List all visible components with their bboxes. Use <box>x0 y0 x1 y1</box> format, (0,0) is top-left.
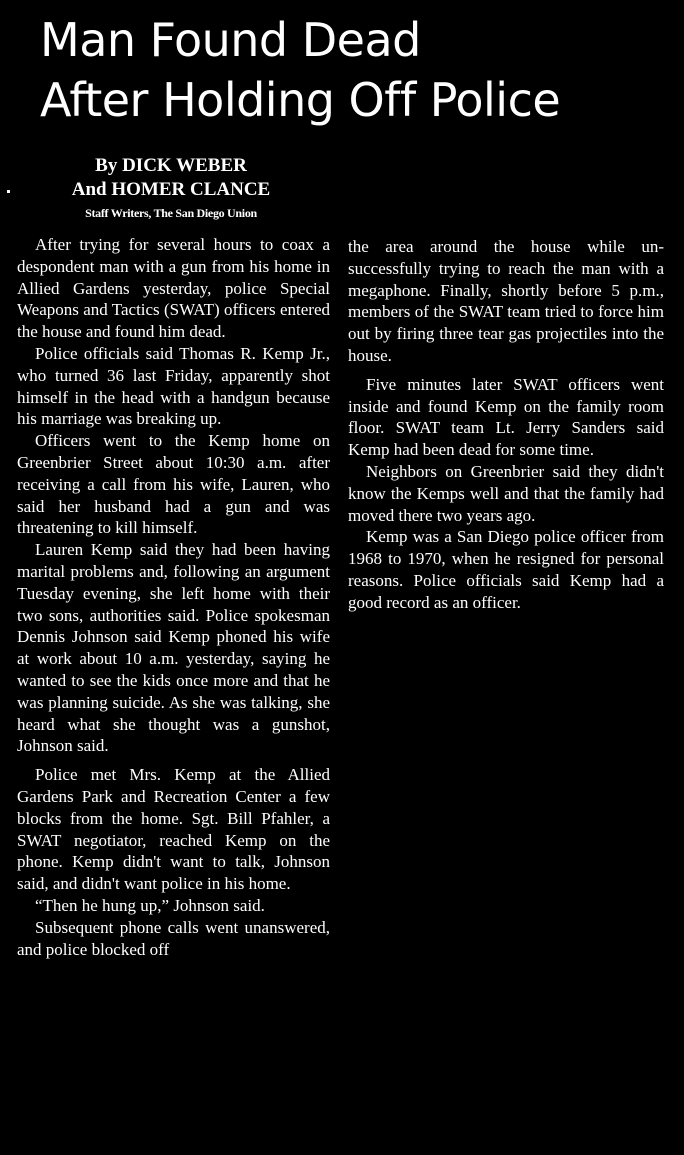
paragraph: Police met Mrs. Kemp at the Allied Gardens Park and Recreation Center a few blocks from the home. Sgt. Bill Pfahler, a SWAT negotiator, reached Kemp on the phone. Kemp didn't want to talk, Johnson said, and didn't want police in his home. <box>17 765 330 894</box>
paragraph: Officers went to the Kemp home on Greenbrier Street about 10:30 a.m. after receiving a call from his wife, Lauren, who said her husband had a gun and was threatening to kill himself. <box>17 431 330 538</box>
headline-line-2: After Holding Off Police <box>40 73 561 127</box>
paragraph: Lauren Kemp said they had been having marital problems and, following an argument Tuesday evening, she left home with their two sons, authorities said. Police spokesman Dennis Johnson said Kemp phoned his wife at work about 10 a.m. yesterday, saying he wanted to see the kids once more and that he was planning suicide. As she was talking, she heard what she thought was a gunshot, Johnson said. <box>17 540 330 756</box>
paragraph: Subsequent phone calls went unanswered, and police blocked off <box>17 917 330 959</box>
headline-line-1: Man Found Dead <box>40 13 421 67</box>
paragraph: After trying for several hours to coax a despondent man with a gun from his home in Allied Gardens yesterday, police Special Weapons and Tactics (SWAT) officers entered the house and found him dead. <box>17 235 330 342</box>
byline-author-1: By DICK WEBER <box>95 155 247 176</box>
paragraph: “Then he hung up,” Johnson said. <box>35 895 265 915</box>
paragraph: Neighbors on Greenbrier said they didn't know the Kemps well and that the family had moved there two years ago. <box>348 461 664 525</box>
paragraph: Police officials said Thomas R. Kemp Jr., who turned 36 last Friday, apparently shot himself in the head with a handgun because his marriage was breaking up. <box>17 343 330 429</box>
paragraph: the area around the house while unsuccessfully trying to reach the man with a megaphone. Finally, shortly before 5 p.m., members of the SWAT team tried to force him out by firing three tear gas projectiles into the house. <box>348 237 664 365</box>
byline-affiliation: Staff Writers, The San Diego Union <box>85 206 257 220</box>
article-column-left <box>17 234 330 960</box>
byline-author-2: And HOMER CLANCE <box>71 179 271 200</box>
headline <box>40 10 670 130</box>
paragraph: Five minutes later SWAT officers went inside and found Kemp on the family room floor. SWAT team Lt. Jerry Sanders said Kemp had been dead for some time. <box>348 374 664 460</box>
paragraph: Kemp was a San Diego police officer from 1968 to 1970, when he resigned for personal reasons. Police officials said Kemp had a good record as an officer. <box>348 527 664 612</box>
article-column-right <box>348 236 664 614</box>
